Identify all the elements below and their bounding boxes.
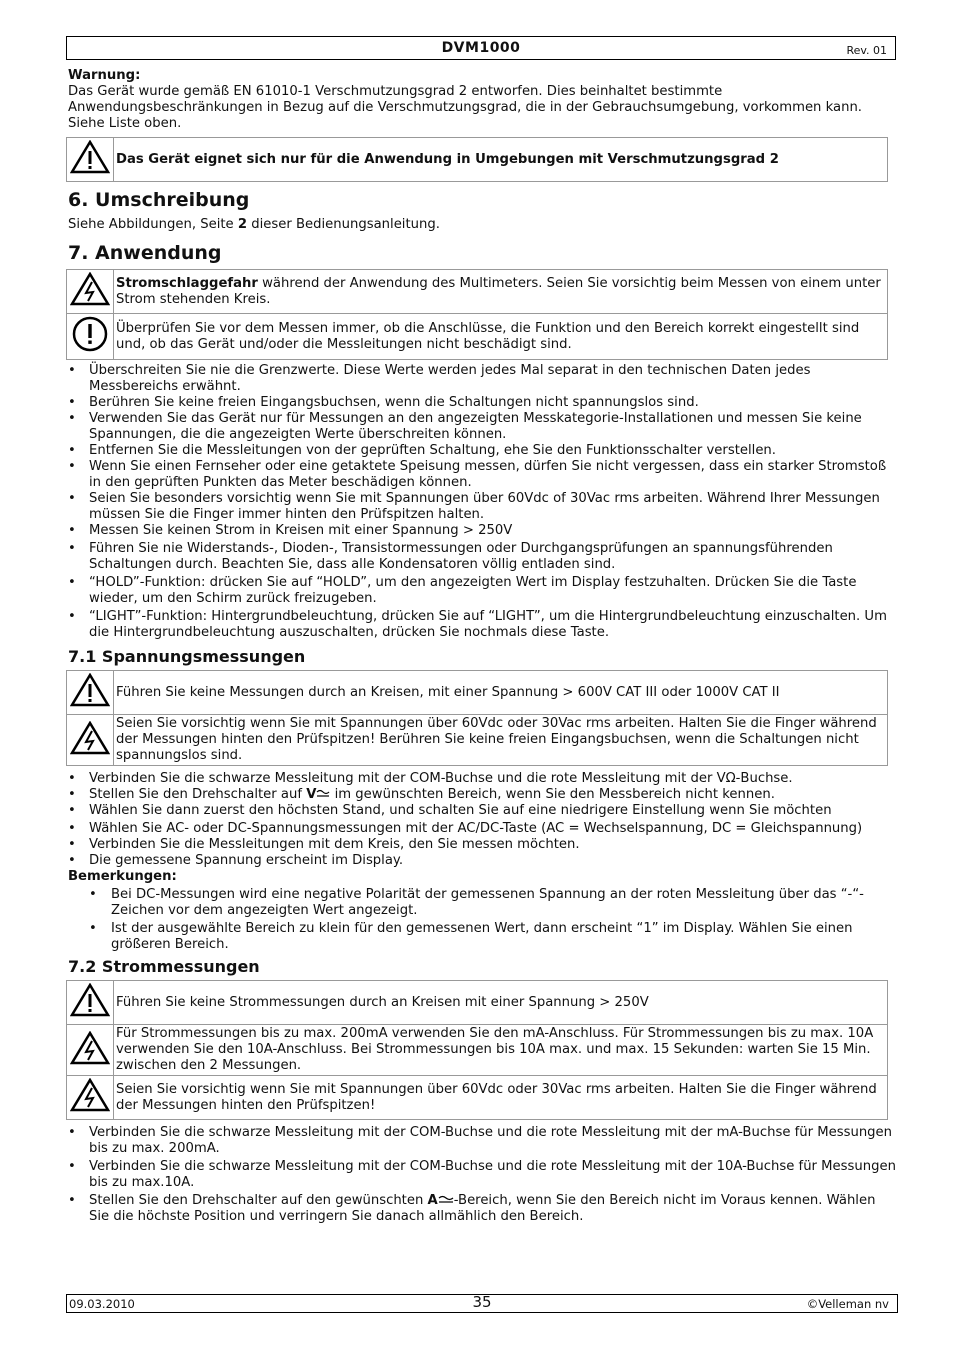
caution-cell — [67, 138, 114, 182]
section-7-2-warning-table — [66, 980, 888, 1120]
list-item: • Wenn Sie einen Fernseher oder eine getaktete Speisung messen, dürfen Sie nicht vergessen, dass ein starker Stromstoß in den geprüften Punkten das Meter beschädigen können. — [66, 459, 896, 491]
current-caution-text: Seien Sie vorsichtig wenn Sie mit Spannungen über 60Vdc oder 30Vac rms arbeiten. Halten Sie die Finger während der Messungen hinten den Prüfspitzen! — [114, 1076, 888, 1120]
list-item: • Ist der ausgewählte Bereich zu klein für den gemessenen Wert, dann erscheint “1” im Display. Wählen Sie einen größeren Bereich. — [66, 921, 896, 953]
ac-dc-symbol-icon — [316, 789, 330, 799]
shock-cell — [67, 1076, 114, 1120]
list-item: • Wählen Sie dann zuerst den höchsten Stand, und schalten Sie auf eine niedrigere Einstellung wenn Sie möchten — [66, 803, 896, 819]
section-7-1-title: 7.1 Spannungsmessungen — [68, 647, 306, 666]
shock-warning-text: Stromschlaggefahr während der Anwendung des Multimeters. Seien Sie vorsichtig beim Messen von einem unter Strom stehenden Kreis. — [114, 270, 888, 314]
page — [66, 36, 896, 1225]
high-voltage-icon — [70, 272, 110, 306]
section-7-warning-table — [66, 269, 888, 360]
section-6-text: Siehe Abbildungen, Seite 2 dieser Bedienungsanleitung. — [68, 217, 440, 232]
section-7-title: 7. Anwendung — [68, 242, 222, 264]
check-cell — [67, 314, 114, 360]
page-footer — [66, 1294, 898, 1313]
list-item: • Verbinden Sie die schwarze Messleitung mit der COM-Buchse und die rote Messleitung mit der 10A-Buchse für Messungen bis zu max.10A. — [66, 1159, 896, 1191]
page-number: 35 — [472, 1293, 492, 1311]
high-voltage-icon — [70, 1078, 110, 1112]
list-item: • Verbinden Sie die schwarze Messleitung mit der COM-Buchse und die rote Messleitung mit der VΩ-Buchse. — [66, 771, 896, 787]
caution-triangle-icon — [70, 140, 110, 174]
list-item: • Entfernen Sie die Messleitungen von der geprüften Schaltung, ehe Sie den Funktionsschalter verstellen. — [66, 443, 896, 459]
list-item: • Verwenden Sie das Gerät nur für Messungen an den angezeigten Messkategorie-Installationen und messen Sie keine Spannungen, die die angezeigten Werte überschreiten können. — [66, 411, 896, 443]
list-item: • Verbinden Sie die schwarze Messleitung mit der COM-Buchse und die rote Messleitung mit der mA-Buchse für Messungen bis zu max. 200mA. — [66, 1125, 896, 1157]
warning-text: Das Gerät wurde gemäß EN 61010-1 Verschmutzungsgrad 2 entworfen. Dies beinhaltet bestimmte Anwendungsbeschränkungen in Bezug auf die Verschmutzungsgrad, die in der Gebrauchsumgebung, vorkommen kann. Siehe Liste oben. — [68, 84, 863, 131]
caution-triangle-icon — [70, 983, 110, 1017]
list-item: • Berühren Sie keine freien Eingangsbuchsen, wenn die Schaltungen nicht spannungslos sind. — [66, 395, 896, 411]
section-7-2-title: 7.2 Strommessungen — [68, 957, 260, 976]
pollution-warning-text: Das Gerät eignet sich nur für die Anwendung in Umgebungen mit Verschmutzungsgrad 2 — [114, 138, 888, 182]
check-warning-text: Überprüfen Sie vor dem Messen immer, ob die Anschlüsse, die Funktion und den Bereich korrekt eingestellt sind und, ob das Gerät und/oder die Messleitungen nicht beschädigt sind. — [114, 314, 888, 360]
shock-cell — [67, 270, 114, 314]
caution-cell — [67, 671, 114, 715]
list-item: • Seien Sie besonders vorsichtig wenn Sie mit Spannungen über 60Vdc of 30Vac rms arbeiten. Während Ihrer Messungen müssen Sie die Finger immer hinten den Prüfspitzen halten. — [66, 491, 896, 523]
list-item: • “LIGHT”-Funktion: Hintergrundbeleuchtung, drücken Sie auf “LIGHT”, um die Hintergrundbeleuchtung einzuschalten. Um die Hintergrundbeleuchtung auszuschalten, drücken Sie nochmals diese Taste. — [66, 609, 896, 641]
footer-date: 09.03.2010 — [69, 1297, 135, 1311]
section-7-2-bullets — [66, 1125, 896, 1225]
section-7-bullets — [66, 363, 896, 641]
ac-dc-symbol-icon — [438, 1195, 454, 1205]
shock-cell — [67, 1025, 114, 1076]
shock-cell — [67, 715, 114, 766]
pollution-warning-box — [66, 137, 888, 182]
high-voltage-icon — [70, 721, 110, 755]
list-item: • Wählen Sie AC- oder DC-Spannungsmessungen mit der AC/DC-Taste (AC = Wechselspannung, DC = Gleichspannung) — [66, 821, 896, 837]
list-item: • Führen Sie nie Widerstands-, Dioden-, Transistormessungen oder Durchgangsprüfungen an spannungsführenden Schaltungen durch. Beachten Sie, dass alle Kondensatoren völlig entladen sind. — [66, 541, 896, 573]
list-item: • Verbinden Sie die Messleitungen mit dem Kreis, den Sie messen möchten. — [66, 837, 896, 853]
footer-copyright: ©Velleman nv — [806, 1297, 889, 1311]
high-voltage-icon — [70, 1031, 110, 1065]
list-item: • Überschreiten Sie nie die Grenzwerte. Diese Werte werden jedes Mal separat in den technischen Daten jedes Messbereichs erwähnt. — [66, 363, 896, 395]
section-7-1-warning-table — [66, 670, 888, 766]
exclamation-circle-icon — [70, 316, 110, 352]
warning-heading: Warnung: — [68, 68, 141, 83]
caution-cell — [67, 981, 114, 1025]
caution-triangle-icon — [70, 673, 110, 707]
list-item: • Messen Sie keinen Strom in Kreisen mit einer Spannung > 250V — [66, 523, 896, 539]
revision-label: Rev. 01 — [846, 44, 887, 57]
page-header — [66, 36, 896, 60]
voltage-caution-text: Seien Sie vorsichtig wenn Sie mit Spannungen über 60Vdc oder 30Vac rms arbeiten. Halten Sie die Finger während der Messungen hinten den Prüfspitzen! Berühren Sie keine freien Eingangsbuchsen, wenn die Schaltungen nicht spannungslos sind. — [114, 715, 888, 766]
list-item: • Bei DC-Messungen wird eine negative Polarität der gemessenen Spannung an der roten Messleitung über das “-“-Zeichen vor dem angezeigten Wert angezeigt. — [66, 887, 896, 919]
section-6-title: 6. Umschreibung — [68, 189, 250, 211]
voltage-limit-text: Führen Sie keine Messungen durch an Kreisen, mit einer Spannung > 600V CAT III oder 1000V CAT II — [114, 671, 888, 715]
current-range-text: Für Strommessungen bis zu max. 200mA verwenden Sie den mA-Anschluss. Für Strommessungen bis zu max. 10A verwenden Sie den 10A-Anschluss. Bei Strommessungen bis 10A max. und max. 15 Sekunden: warten Sie 15 Min. zwischen den 2 Messungen. — [114, 1025, 888, 1076]
notes-list — [66, 887, 896, 953]
document-title: DVM1000 — [441, 40, 521, 56]
notes-heading: Bemerkungen: — [68, 869, 177, 884]
list-item: • Stellen Sie den Drehschalter auf V im gewünschten Bereich, wenn Sie den Messbereich nicht kennen. — [66, 787, 896, 803]
section-7-1-bullets — [66, 771, 896, 869]
list-item: • Stellen Sie den Drehschalter auf den gewünschten A -Bereich, wenn Sie den Bereich nicht im Voraus kennen. Wählen Sie die höchste Position und verringern Sie danach allmählich den Bereich. — [66, 1193, 896, 1225]
list-item: • Die gemessene Spannung erscheint im Display. — [66, 853, 896, 869]
list-item: • “HOLD”-Funktion: drücken Sie auf “HOLD”, um den angezeigten Wert im Display festzuhalten. Drücken Sie die Taste wieder, um den Schirm zurück freizugeben. — [66, 575, 896, 607]
current-limit-text: Führen Sie keine Strommessungen durch an Kreisen mit einer Spannung > 250V — [114, 981, 888, 1025]
